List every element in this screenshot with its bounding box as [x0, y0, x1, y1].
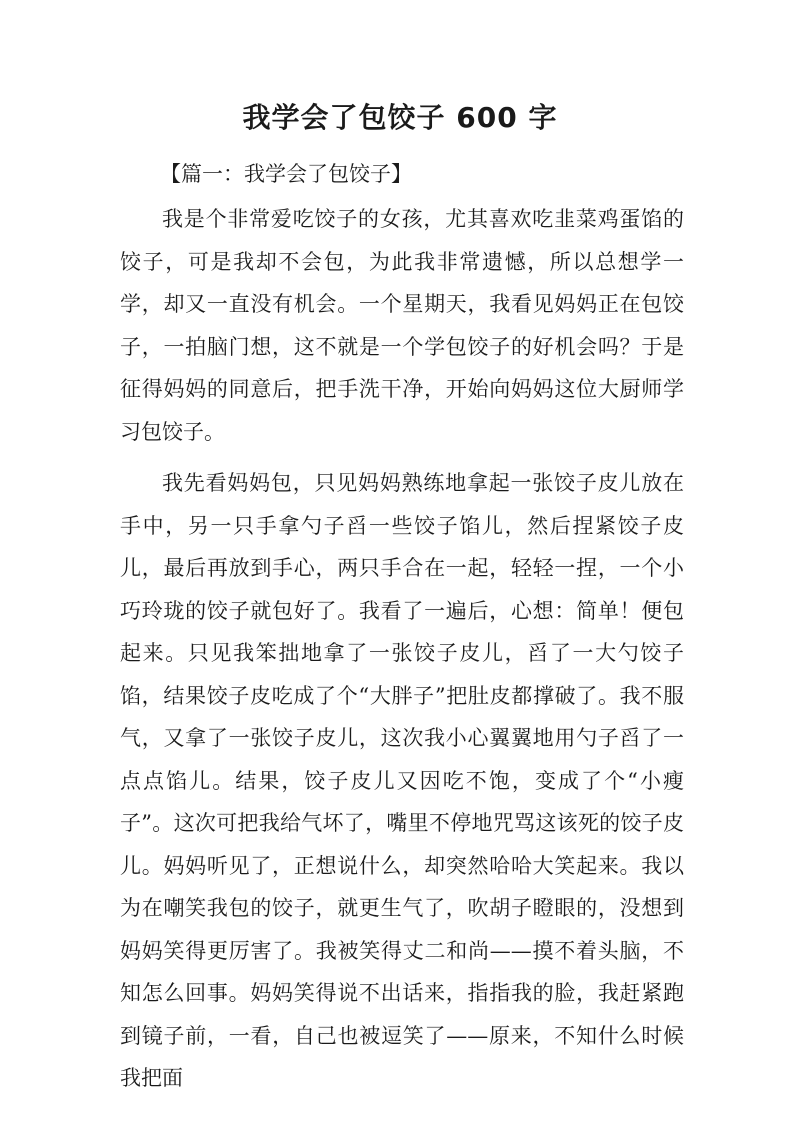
document-title: 我学会了包饺子 600 字 — [242, 101, 558, 134]
paragraph-1: 我是个非常爱吃饺子的女孩，尤其喜欢吃韭菜鸡蛋馅的饺子，可是我却不会包，为此我非常遗憾，所以总想学一学，却又一直没有机会。一个星期天，我看见妈妈正在包饺子，一拍脑门想，这不就是一个学包饺子的好机会吗？于是征得妈妈的同意后，把手洗干净，开始向妈妈这位大厨师学习包饺子。 — [120, 207, 684, 444]
paragraph-2: 我先看妈妈包，只见妈妈熟练地拿起一张饺子皮儿放在手中，另一只手拿勺子舀一些饺子馅儿，然后捏紧饺子皮儿，最后再放到手心，两只手合在一起，轻轻一捏，一个小巧玲珑的饺子就包好了。我看了一遍后，心想：简单！便包起来。只见我笨拙地拿了一张饺子皮儿，舀了一大勺饺子馅，结果饺子皮吃成了个“大胖子”把肚皮都撑破了。我不服气，又拿了一张饺子皮儿，这次我小心翼翼地用勺子舀了一点点馅儿。结果，饺子皮儿又因吃不饱，变成了个“小瘦子”。这次可把我给气坏了，嘴里不停地咒骂这该死的饺子皮儿。妈妈听见了，正想说什么，却突然哈哈大笑起来。我以为在嘲笑我包的饺子，就更生气了，吹胡子瞪眼的，没想到妈妈笑得更厉害了。我被笑得丈二和尚——摸不着头脑，不知怎么回事。妈妈笑得说不出话来，指指我的脸，我赶紧跑到镜子前，一看，自己也被逗笑了——原来，不知什么时候我把面 — [120, 471, 684, 1090]
section-heading: 【篇一：我学会了包饺子】 — [160, 162, 412, 186]
document-body — [120, 198, 684, 1109]
